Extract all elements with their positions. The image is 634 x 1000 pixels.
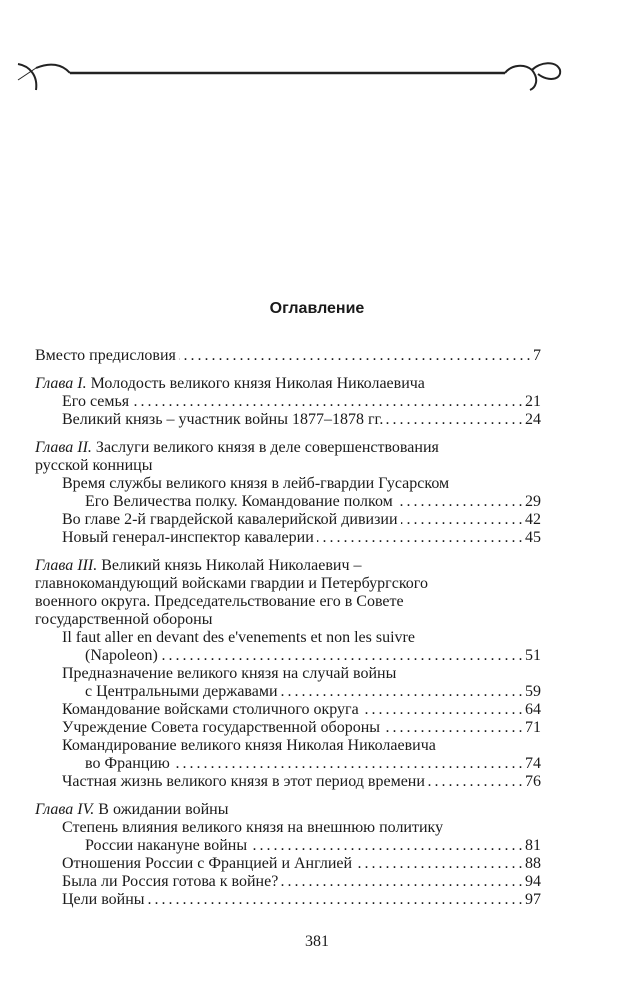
toc-entry-line[interactable] [35,475,541,493]
toc-chapter-group [35,557,541,791]
chapter-title: Великий князь Николай Николаевич – [101,557,362,574]
toc-chapter-group [35,347,541,365]
dot-leader [179,347,530,365]
toc-entry-line[interactable] [35,493,541,511]
toc-entry-title[interactable]: с Центральными державами [85,683,278,700]
toc-entry-title[interactable]: Великий князь – участник войны 1877–1878 гг. [62,411,384,428]
toc-entry-title[interactable]: Его семья [62,393,130,410]
toc-entry-line[interactable] [35,891,541,909]
toc-entry-line[interactable] [35,855,541,873]
toc-page-number[interactable]: 81 [525,837,541,854]
chapter-heading-line [35,375,541,393]
dot-leader [355,855,522,873]
chapter-heading-line [35,611,541,629]
toc-page-number[interactable]: 24 [525,411,541,428]
dot-leader [401,511,522,529]
toc-entry-line[interactable] [35,819,541,837]
toc-entry-line[interactable] [35,393,541,411]
toc-entry-title[interactable]: во Францию [85,755,170,772]
toc-page-number[interactable]: 88 [525,855,541,872]
chapter-title: русской конницы [35,457,153,474]
toc-entry-line[interactable] [35,347,541,365]
dot-leader [383,719,522,737]
toc-page-number[interactable]: 64 [525,701,541,718]
header-ornament-rule [0,40,634,120]
toc-page-number[interactable]: 74 [525,755,541,772]
toc-entry-line[interactable] [35,665,541,683]
dot-leader [250,837,522,855]
dot-leader [362,701,522,719]
chapter-heading-line [35,593,541,611]
toc-title: Оглавление [269,300,365,317]
toc-entry-title[interactable]: Командование войсками столичного округа [62,701,359,718]
toc-entry-title[interactable]: Новый генерал-инспектор кавалерии [62,529,314,546]
toc-entry-title[interactable]: Была ли Россия готова к войне? [62,873,279,890]
toc-entry-line[interactable] [35,511,541,529]
toc-entry-line[interactable] [35,701,541,719]
toc-entry-title[interactable]: Его Величества полку. Командование полком [85,493,393,510]
chapter-title: государственной обороны [35,611,213,628]
chapter-title: Заслуги великого князя в деле совершенствования [95,439,439,456]
toc-entry-line[interactable] [35,629,541,647]
toc-page-number[interactable]: 76 [525,773,541,790]
toc-entry-title[interactable]: Время службы великого князя в лейб-гвардии Гусарском [62,475,450,492]
toc-page-number[interactable]: 59 [525,683,541,700]
toc-chapter-group [35,439,541,547]
dot-leader [281,873,522,891]
toc-entry-line[interactable] [35,737,541,755]
dot-leader [386,411,522,429]
toc-chapter-group [35,801,541,909]
dot-leader [428,773,522,791]
toc-entry-line[interactable] [35,719,541,737]
dot-leader [281,683,522,701]
toc-entry-title[interactable]: Степень влияния великого князя на внешнюю политику [62,819,444,836]
chapter-title: Молодость великого князя Николая Николаевича [90,375,425,392]
dot-leader [161,647,522,665]
toc-entry-line[interactable] [35,873,541,891]
toc-entry-title[interactable]: России накануне войны [85,837,248,854]
toc-entry-line[interactable] [35,837,541,855]
chapter-label: Глава IV. [35,801,95,818]
dot-leader [396,493,522,511]
toc-entry-title[interactable]: Во главе 2-й гвардейской кавалерийской дивизии [62,511,398,528]
toc-entry-line[interactable] [35,411,541,429]
chapter-heading-line [35,439,541,457]
toc-entry-title[interactable]: Командирование великого князя Николая Николаевича [62,737,436,754]
toc-page-number[interactable]: 71 [525,719,541,736]
toc-entry-line[interactable] [35,773,541,791]
chapter-title: главнокомандующий войсками гвардии и Петербургского [35,575,428,592]
chapter-heading-line [35,801,541,819]
toc-entry-line[interactable] [35,647,541,665]
dot-leader [317,529,522,547]
toc-entry-title[interactable]: Предназначение великого князя на случай войны [62,665,397,682]
chapter-title: военного округа. Председательствование его в Совете [35,593,404,610]
dot-leader [173,755,522,773]
toc-entry-title[interactable]: Il faut aller en devant des e'venements et non les suivre [62,629,415,646]
dot-leader [148,891,522,909]
toc-page-number[interactable]: 97 [525,891,541,908]
toc-entry-title[interactable]: Учреждение Совета государственной обороны [62,719,381,736]
chapter-label: Глава II. [35,439,92,456]
toc-page-number[interactable]: 94 [525,873,541,890]
toc-entry-line[interactable] [35,529,541,547]
toc-page-number[interactable]: 21 [525,393,541,410]
toc-page-number[interactable]: 51 [525,647,541,664]
chapter-label: Глава III. [35,557,98,574]
toc-entry-line[interactable] [35,755,541,773]
toc-page-number[interactable]: 29 [525,493,541,510]
toc-entry-title[interactable]: Вместо предисловия [35,347,176,364]
toc-chapter-group [35,375,541,429]
toc-entry-line[interactable] [35,683,541,701]
chapter-heading-line [35,557,541,575]
page-number: 381 [305,933,329,950]
chapter-heading-line [35,457,541,475]
toc-entry-title[interactable]: (Napoleon) [85,647,158,664]
toc-entry-title[interactable]: Отношения России с Францией и Англией [62,855,353,872]
dot-leader [132,393,522,411]
toc-page-number[interactable]: 45 [525,529,541,546]
chapter-label: Глава I. [35,375,87,392]
toc-entry-title[interactable]: Цели войны [62,891,145,908]
toc-page-number[interactable]: 7 [533,347,541,364]
toc-entry-title[interactable]: Частная жизнь великого князя в этот период времени [62,773,425,790]
chapter-title: В ожидании войны [98,801,229,818]
chapter-heading-line [35,575,541,593]
toc-page-number[interactable]: 42 [525,511,541,528]
table-of-contents [35,347,541,919]
